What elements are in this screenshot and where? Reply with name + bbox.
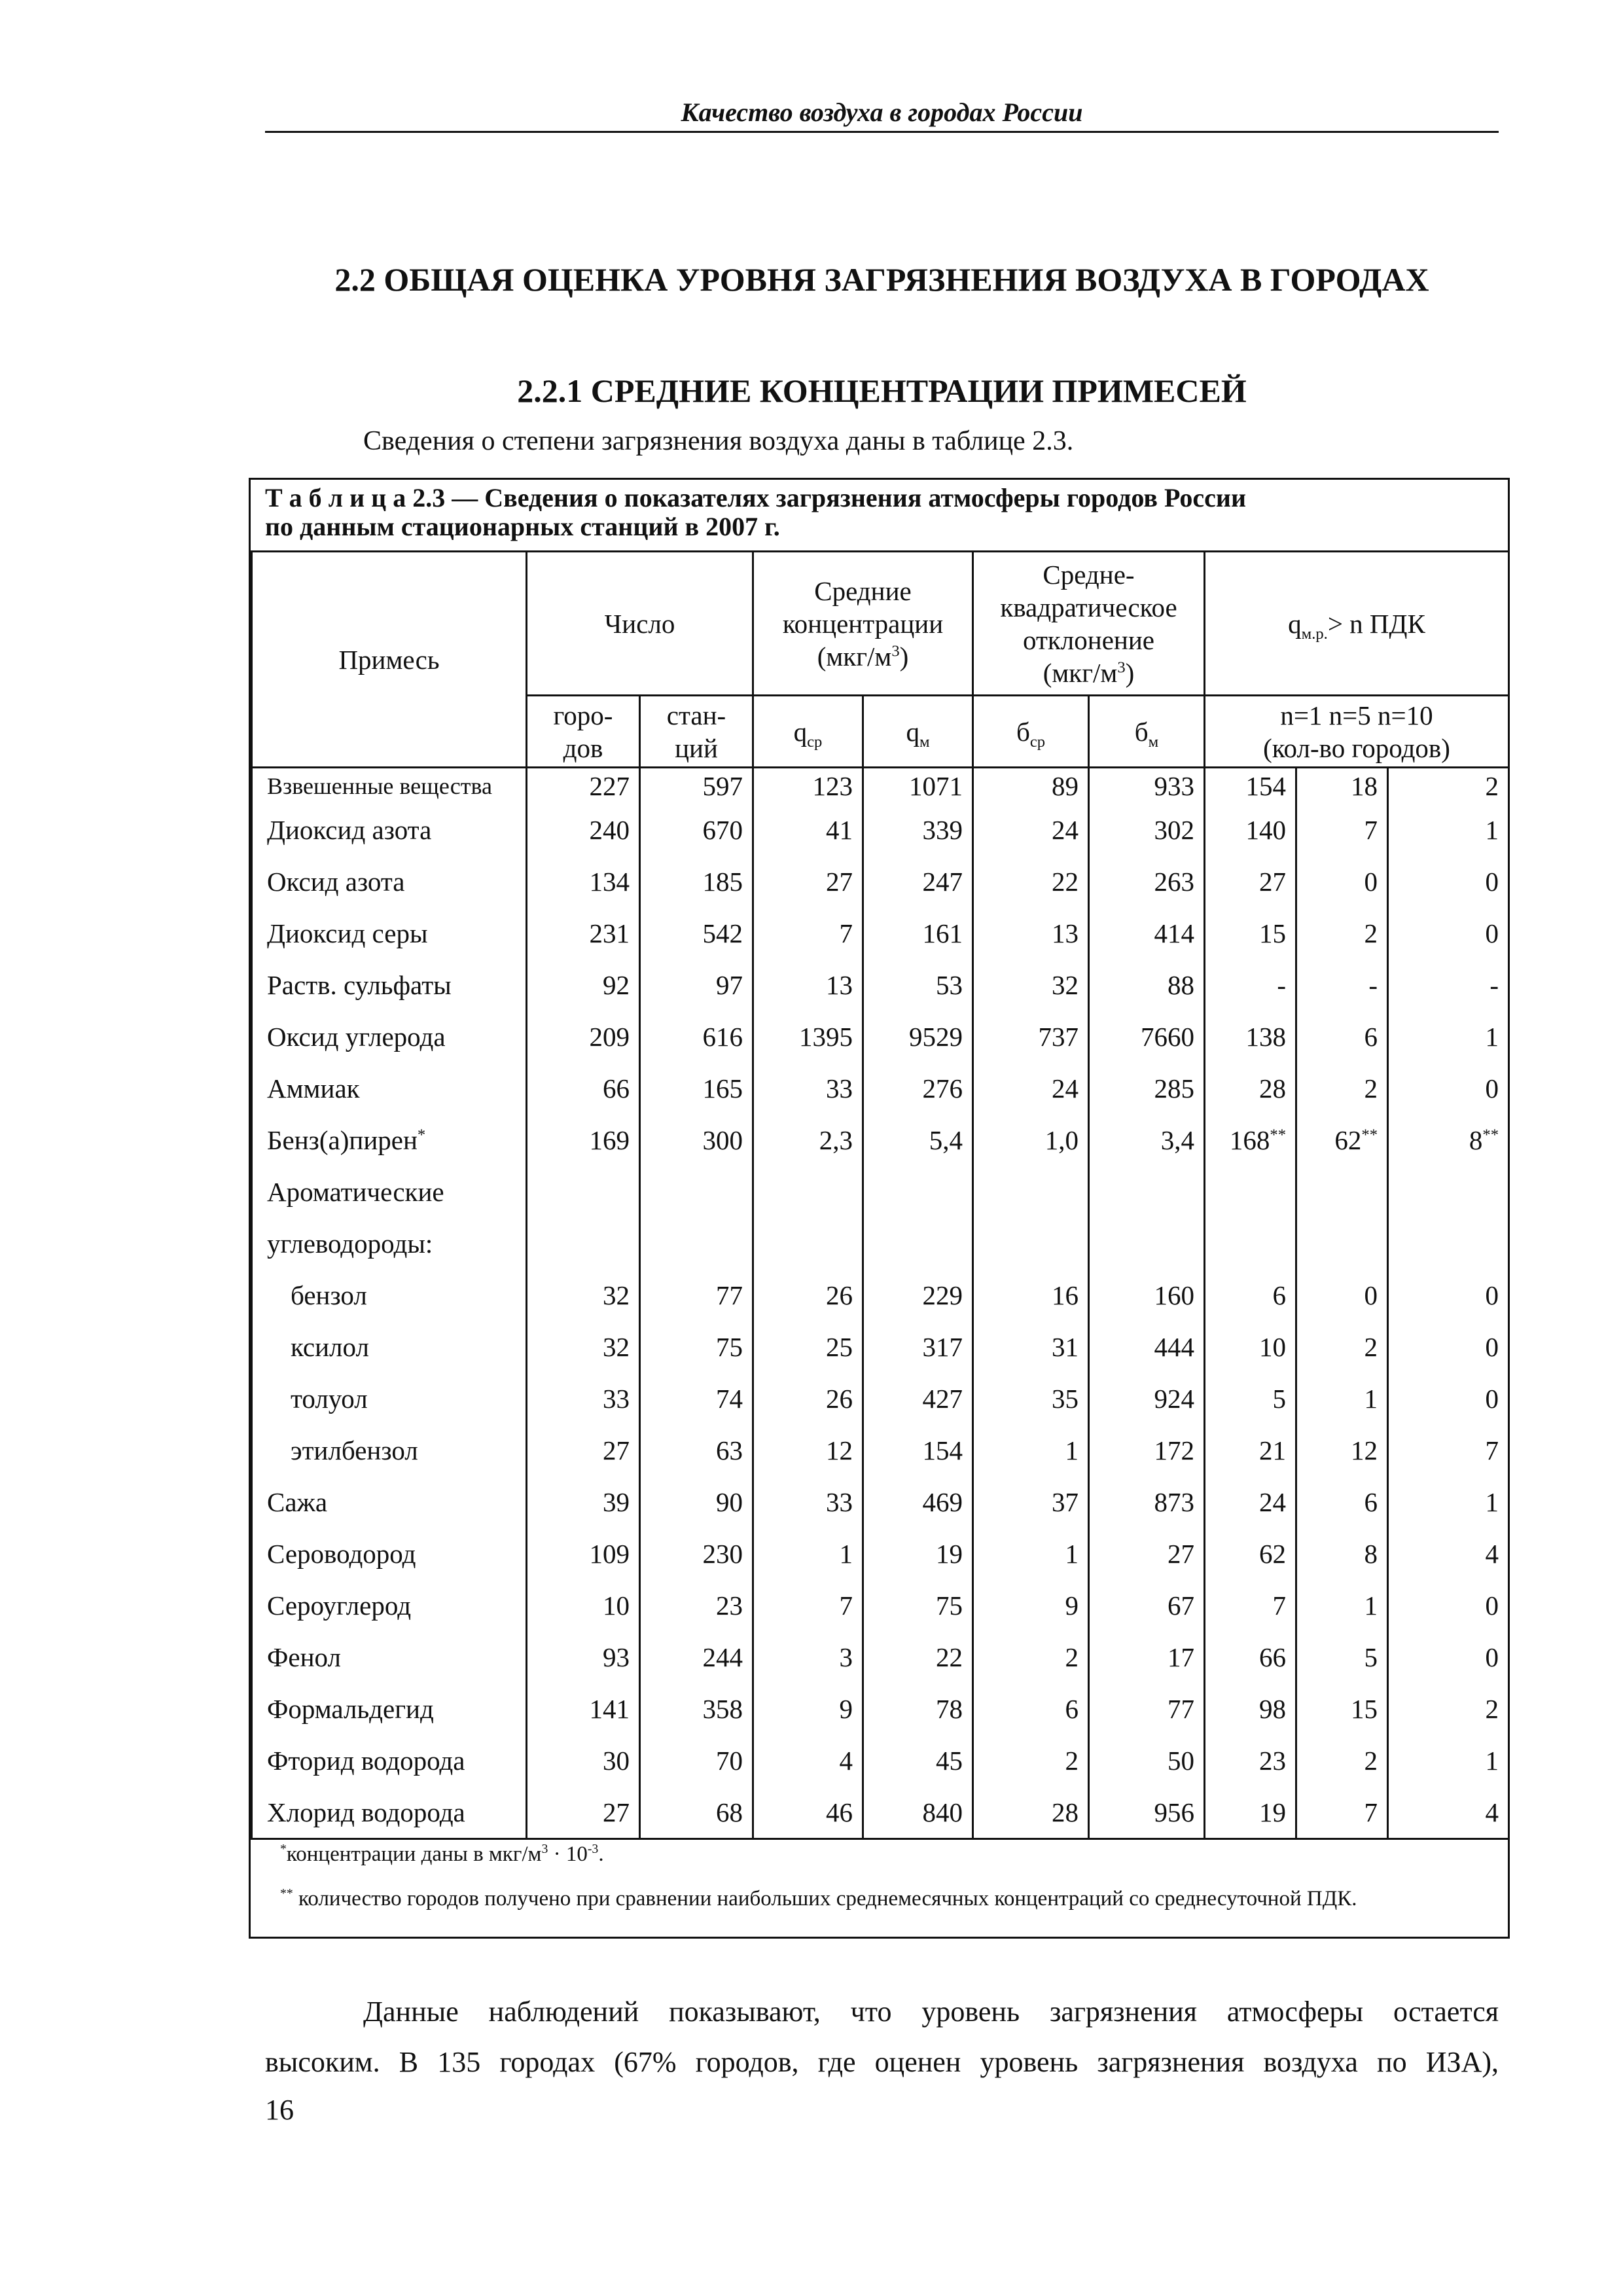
intro-text: Сведения о степени загрязнения воздуха даны в таблице 2.3. [363, 426, 1074, 456]
cell-s-m: 924 [1089, 1372, 1205, 1424]
cell-s-m: 172 [1089, 1424, 1205, 1476]
cell-n5: 2 [1296, 1734, 1388, 1786]
cell-s-sr: 16 [973, 1269, 1089, 1321]
cell-cities: 32 [527, 1321, 640, 1372]
table-row [252, 1683, 1509, 1734]
cell-n1: 10 [1205, 1321, 1296, 1372]
cell-stations: 185 [640, 855, 753, 907]
cell-n1: 140 [1205, 804, 1296, 855]
cell-q-sr [753, 1217, 863, 1269]
cell-cities: 240 [527, 804, 640, 855]
pollutant-name: ксилол [252, 1321, 527, 1372]
pollutant-name: Аммиак [252, 1062, 527, 1114]
cell-stations: 542 [640, 907, 753, 959]
cell-n5: 12 [1296, 1424, 1388, 1476]
table-row [252, 1786, 1509, 1839]
cell-s-sr: 35 [973, 1372, 1089, 1424]
cell-q-sr: 33 [753, 1476, 863, 1528]
body-paragraph-line2: высоким. В 135 городах (67% городов, где оценен уровень загрязнения воздуха по ИЗА), [265, 2046, 1499, 2078]
cell-s-sr: 37 [973, 1476, 1089, 1528]
header-q-sr: $q_{ср}$ [753, 696, 863, 768]
pollutant-name: Фенол [252, 1631, 527, 1683]
pollutant-name: Бенз(а)пирен* [252, 1114, 527, 1166]
header-number: Число [527, 552, 753, 696]
cell-n10: 0 [1388, 1269, 1509, 1321]
cell-stations: 670 [640, 804, 753, 855]
cell-q-sr: 25 [753, 1321, 863, 1372]
cell-cities [527, 1166, 640, 1217]
cell-n5: 6 [1296, 1011, 1388, 1062]
cell-s-sr: 32 [973, 959, 1089, 1011]
cell-q-m: 161 [863, 907, 973, 959]
cell-cities: 141 [527, 1683, 640, 1734]
pollutant-name: Фторид водорода [252, 1734, 527, 1786]
cell-stations: 597 [640, 768, 753, 804]
cell-q-m: 339 [863, 804, 973, 855]
cell-q-m [863, 1217, 973, 1269]
cell-n10: 0 [1388, 1372, 1509, 1424]
cell-q-sr: 26 [753, 1269, 863, 1321]
cell-n1: 7 [1205, 1579, 1296, 1631]
cell-q-sr: 41 [753, 804, 863, 855]
cell-q-m: 9529 [863, 1011, 973, 1062]
cell-s-m: 88 [1089, 959, 1205, 1011]
cell-s-m: 50 [1089, 1734, 1205, 1786]
cell-n10: 4 [1388, 1786, 1509, 1839]
cell-n5: 7 [1296, 1786, 1388, 1839]
cell-stations [640, 1166, 753, 1217]
table-row [252, 1114, 1509, 1166]
cell-n5: 0 [1296, 855, 1388, 907]
cell-n10: 0 [1388, 907, 1509, 959]
pollutant-name: углеводороды: [252, 1217, 527, 1269]
cell-n1: 21 [1205, 1424, 1296, 1476]
cell-stations: 70 [640, 1734, 753, 1786]
cell-s-m: 873 [1089, 1476, 1205, 1528]
cell-s-sr: 24 [973, 1062, 1089, 1114]
cell-n1: 19 [1205, 1786, 1296, 1839]
cell-q-sr: 26 [753, 1372, 863, 1424]
cell-n10: 0 [1388, 1631, 1509, 1683]
cell-stations: 244 [640, 1631, 753, 1683]
cell-cities: 169 [527, 1114, 640, 1166]
cell-stations: 68 [640, 1786, 753, 1839]
table-row [252, 1476, 1509, 1528]
cell-n10: 4 [1388, 1528, 1509, 1579]
pollutant-name: Ароматические [252, 1166, 527, 1217]
pollutant-name: Сероводород [252, 1528, 527, 1579]
table-row [252, 804, 1509, 855]
table-caption [265, 484, 1246, 541]
cell-q-m: 154 [863, 1424, 973, 1476]
cell-n5 [1296, 1217, 1388, 1269]
cell-cities: 30 [527, 1734, 640, 1786]
cell-stations: 23 [640, 1579, 753, 1631]
header-rule [265, 131, 1499, 133]
cell-s-sr [973, 1166, 1089, 1217]
footnote-2: ** количество городов получено при сравнении наибольших среднемесячных концентраций со среднесуточной ПДК. [280, 1886, 1357, 1910]
cell-stations: 616 [640, 1011, 753, 1062]
cell-n5: 2 [1296, 1321, 1388, 1372]
cell-s-m [1089, 1166, 1205, 1217]
pollutant-name: Хлорид водорода [252, 1786, 527, 1839]
cell-s-m: 160 [1089, 1269, 1205, 1321]
cell-n10: 0 [1388, 855, 1509, 907]
table-row [252, 1217, 1509, 1269]
cell-q-sr: 27 [753, 855, 863, 907]
cell-q-m: 840 [863, 1786, 973, 1839]
cell-q-m: 22 [863, 1631, 973, 1683]
cell-stations: 74 [640, 1372, 753, 1424]
cell-n5: 62** [1296, 1114, 1388, 1166]
cell-q-m: 45 [863, 1734, 973, 1786]
cell-s-m: 7660 [1089, 1011, 1205, 1062]
cell-s-sr: 1,0 [973, 1114, 1089, 1166]
cell-s-m: 3,4 [1089, 1114, 1205, 1166]
cell-n10: - [1388, 959, 1509, 1011]
cell-n10: 1 [1388, 1011, 1509, 1062]
cell-n5: 5 [1296, 1631, 1388, 1683]
cell-cities: 27 [527, 1786, 640, 1839]
cell-s-sr: 737 [973, 1011, 1089, 1062]
header-s-sr: $б_{ср}$ [973, 696, 1089, 768]
running-header: Качество воздуха в городах России [681, 98, 1083, 127]
pollutant-name: этилбензол [252, 1424, 527, 1476]
cell-q-m: 229 [863, 1269, 973, 1321]
cell-q-m: 53 [863, 959, 973, 1011]
cell-cities [527, 1217, 640, 1269]
cell-q-sr: 9 [753, 1683, 863, 1734]
cell-stations: 63 [640, 1424, 753, 1476]
table-row [252, 1424, 1509, 1476]
cell-n10: 0 [1388, 1062, 1509, 1114]
cell-q-m: 469 [863, 1476, 973, 1528]
table-caption-line2: по данным стационарных станций в 2007 г. [265, 512, 780, 541]
header-std-deviation: Средне- квадратическое отклонение $(мкг/м^3)$ [973, 552, 1205, 696]
cell-s-m: 444 [1089, 1321, 1205, 1372]
cell-q-m: 75 [863, 1579, 973, 1631]
cell-q-sr: 2,3 [753, 1114, 863, 1166]
cell-n5: 7 [1296, 804, 1388, 855]
header-n-values: n=1 n=5 n=10 (кол-во городов) [1205, 696, 1509, 768]
cell-stations: 358 [640, 1683, 753, 1734]
cell-n10: 0 [1388, 1579, 1509, 1631]
cell-s-m: 933 [1089, 768, 1205, 804]
cell-cities: 92 [527, 959, 640, 1011]
table-row [252, 1734, 1509, 1786]
cell-q-sr: 13 [753, 959, 863, 1011]
cell-cities: 33 [527, 1372, 640, 1424]
pollutant-name: Формальдегид [252, 1683, 527, 1734]
cell-n5: 2 [1296, 1062, 1388, 1114]
header-q-m: $q_м$ [863, 696, 973, 768]
cell-n5: 1 [1296, 1372, 1388, 1424]
cell-cities: 10 [527, 1579, 640, 1631]
cell-q-sr: 12 [753, 1424, 863, 1476]
cell-s-sr: 22 [973, 855, 1089, 907]
table-row [252, 907, 1509, 959]
table-row [252, 1269, 1509, 1321]
cell-stations: 165 [640, 1062, 753, 1114]
cell-n1: 62 [1205, 1528, 1296, 1579]
cell-s-sr: 31 [973, 1321, 1089, 1372]
cell-q-sr: 3 [753, 1631, 863, 1683]
cell-s-sr: 2 [973, 1734, 1089, 1786]
cell-n1: 24 [1205, 1476, 1296, 1528]
cell-stations: 90 [640, 1476, 753, 1528]
table-row [252, 768, 1509, 804]
table-row [252, 1011, 1509, 1062]
cell-cities: 209 [527, 1011, 640, 1062]
cell-n5: - [1296, 959, 1388, 1011]
cell-n1: 23 [1205, 1734, 1296, 1786]
pollutant-name: Диоксид серы [252, 907, 527, 959]
cell-cities: 39 [527, 1476, 640, 1528]
cell-s-sr: 89 [973, 768, 1089, 804]
cell-n10: 2 [1388, 1683, 1509, 1734]
cell-q-sr: 1395 [753, 1011, 863, 1062]
page-number: 16 [265, 2094, 294, 2126]
pollutant-name: Раств. сульфаты [252, 959, 527, 1011]
cell-n5: 8 [1296, 1528, 1388, 1579]
cell-q-m: 317 [863, 1321, 973, 1372]
table-row [252, 1166, 1509, 1217]
table-row [252, 1631, 1509, 1683]
cell-n1: - [1205, 959, 1296, 1011]
cell-n5: 15 [1296, 1683, 1388, 1734]
cell-n10 [1388, 1217, 1509, 1269]
cell-s-sr [973, 1217, 1089, 1269]
cell-n10: 1 [1388, 1734, 1509, 1786]
cell-q-m: 1071 [863, 768, 973, 804]
cell-cities: 27 [527, 1424, 640, 1476]
header-stations: стан-ций [640, 696, 753, 768]
cell-q-sr: 7 [753, 1579, 863, 1631]
cell-s-m [1089, 1217, 1205, 1269]
cell-n1: 66 [1205, 1631, 1296, 1683]
cell-s-m: 263 [1089, 855, 1205, 907]
header-cities: горо-дов [527, 696, 640, 768]
table-2-3 [249, 478, 1510, 1939]
cell-q-m: 276 [863, 1062, 973, 1114]
cell-s-sr: 2 [973, 1631, 1089, 1683]
cell-cities: 66 [527, 1062, 640, 1114]
cell-q-sr: 4 [753, 1734, 863, 1786]
footnote-1: *концентрации даны в мкг/$м^3 \cdot 10^{-3}$. [280, 1842, 604, 1866]
cell-n1: 168** [1205, 1114, 1296, 1166]
cell-n1 [1205, 1217, 1296, 1269]
pollutant-name: Сажа [252, 1476, 527, 1528]
cell-cities: 109 [527, 1528, 640, 1579]
cell-q-sr: 1 [753, 1528, 863, 1579]
cell-s-sr: 6 [973, 1683, 1089, 1734]
pollutant-name: Сероуглерод [252, 1579, 527, 1631]
cell-n10: 2 [1388, 768, 1509, 804]
pollution-table [251, 550, 1510, 1840]
cell-cities: 134 [527, 855, 640, 907]
cell-n10: 1 [1388, 1476, 1509, 1528]
cell-cities: 231 [527, 907, 640, 959]
cell-n10: 1 [1388, 804, 1509, 855]
pollutant-name: Оксид углерода [252, 1011, 527, 1062]
header-pollutant: Примесь [252, 552, 527, 768]
pollutant-name: Оксид азота [252, 855, 527, 907]
header-mean-concentration: Средние концентрации $(мкг/м^3)$ [753, 552, 973, 696]
cell-n1: 5 [1205, 1372, 1296, 1424]
cell-n10 [1388, 1166, 1509, 1217]
cell-n5: 6 [1296, 1476, 1388, 1528]
cell-q-m: 427 [863, 1372, 973, 1424]
table-row [252, 1528, 1509, 1579]
cell-s-m: 956 [1089, 1786, 1205, 1839]
cell-q-m: 5,4 [863, 1114, 973, 1166]
cell-s-m: 302 [1089, 804, 1205, 855]
header-exceedance: $q_{м.р.}> n$ ПДК [1205, 552, 1509, 696]
cell-cities: 93 [527, 1631, 640, 1683]
table-caption-line1: Т а б л и ц а 2.3 — Сведения о показателях загрязнения атмосферы городов России [265, 483, 1247, 512]
cell-s-sr: 28 [973, 1786, 1089, 1839]
cell-s-m: 77 [1089, 1683, 1205, 1734]
pollutant-name: Взвешенные вещества [252, 768, 527, 804]
cell-n1: 98 [1205, 1683, 1296, 1734]
cell-stations [640, 1217, 753, 1269]
table-row [252, 1062, 1509, 1114]
cell-n10: 7 [1388, 1424, 1509, 1476]
subsection-title: 2.2.1 СРЕДНИЕ КОНЦЕНТРАЦИИ ПРИМЕСЕЙ [517, 372, 1247, 409]
cell-q-sr: 7 [753, 907, 863, 959]
cell-n5: 0 [1296, 1269, 1388, 1321]
cell-stations: 97 [640, 959, 753, 1011]
pollutant-name: Диоксид азота [252, 804, 527, 855]
section-title: 2.2 ОБЩАЯ ОЦЕНКА УРОВНЯ ЗАГРЯЗНЕНИЯ ВОЗДУХА В ГОРОДАХ [334, 261, 1429, 298]
cell-s-sr: 9 [973, 1579, 1089, 1631]
cell-q-sr: 46 [753, 1786, 863, 1839]
cell-stations: 77 [640, 1269, 753, 1321]
cell-n10: 8** [1388, 1114, 1509, 1166]
cell-s-m: 414 [1089, 907, 1205, 959]
cell-s-m: 17 [1089, 1631, 1205, 1683]
cell-cities: 227 [527, 768, 640, 804]
cell-s-sr: 13 [973, 907, 1089, 959]
cell-s-m: 285 [1089, 1062, 1205, 1114]
cell-s-sr: 24 [973, 804, 1089, 855]
cell-n1: 6 [1205, 1269, 1296, 1321]
cell-n5: 2 [1296, 907, 1388, 959]
cell-n5 [1296, 1166, 1388, 1217]
cell-stations: 230 [640, 1528, 753, 1579]
pollutant-name: бензол [252, 1269, 527, 1321]
cell-s-m: 67 [1089, 1579, 1205, 1631]
cell-q-m [863, 1166, 973, 1217]
cell-q-sr [753, 1166, 863, 1217]
cell-n1: 27 [1205, 855, 1296, 907]
cell-q-sr: 123 [753, 768, 863, 804]
cell-n5: 1 [1296, 1579, 1388, 1631]
cell-n1: 138 [1205, 1011, 1296, 1062]
cell-q-m: 247 [863, 855, 973, 907]
cell-n5: 18 [1296, 768, 1388, 804]
cell-n1 [1205, 1166, 1296, 1217]
header-s-m: $б_м$ [1089, 696, 1205, 768]
cell-q-m: 19 [863, 1528, 973, 1579]
table-row [252, 855, 1509, 907]
body-paragraph-line1: Данные наблюдений показывают, что уровень загрязнения атмосферы остается [363, 1996, 1499, 2028]
cell-cities: 32 [527, 1269, 640, 1321]
cell-s-sr: 1 [973, 1424, 1089, 1476]
cell-s-sr: 1 [973, 1528, 1089, 1579]
cell-q-m: 78 [863, 1683, 973, 1734]
cell-n1: 28 [1205, 1062, 1296, 1114]
cell-stations: 75 [640, 1321, 753, 1372]
table-row [252, 1372, 1509, 1424]
cell-n10: 0 [1388, 1321, 1509, 1372]
cell-stations: 300 [640, 1114, 753, 1166]
table-row [252, 1579, 1509, 1631]
cell-q-sr: 33 [753, 1062, 863, 1114]
table-row [252, 1321, 1509, 1372]
cell-s-m: 27 [1089, 1528, 1205, 1579]
table-row [252, 959, 1509, 1011]
cell-n1: 15 [1205, 907, 1296, 959]
cell-n1: 154 [1205, 768, 1296, 804]
pollutant-name: толуол [252, 1372, 527, 1424]
